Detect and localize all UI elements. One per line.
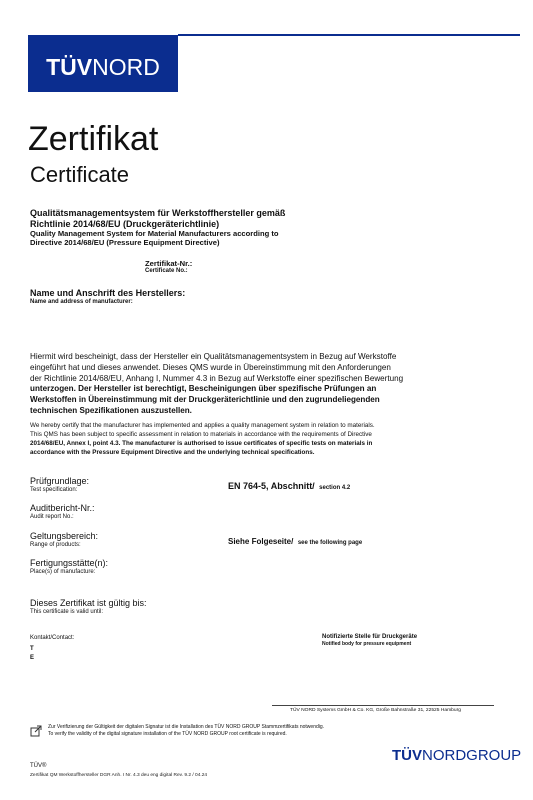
validity-de: Dieses Zertifikat ist gültig bis:	[30, 598, 147, 608]
tuv-nord-group-logo	[392, 747, 521, 764]
header-rule	[178, 34, 520, 36]
range-value	[228, 531, 362, 549]
certificate-number-label	[145, 259, 192, 275]
scope-de-line2: Richtlinie 2014/68/EU (Druckgeräterichtlinie)	[30, 218, 220, 229]
manufacturer-en: Name and address of manufacturer:	[30, 298, 133, 305]
test-spec-value-de: EN 764-5, Abschnitt/	[228, 481, 315, 491]
place-en: Place(s) of manufacture:	[30, 568, 96, 575]
contact-email-label: E	[30, 655, 35, 661]
verify-note-de: Zur Verifizierung der Gültigkeit der digitalen Signatur ist die Installation des TÜV NORD GROUP Stammzertifikats notwendig.	[48, 724, 325, 730]
verify-note-en: To verify the validity of the digital signature installation of the TÜV NORD GROUP root certificate is required.	[48, 731, 287, 737]
signature-rule	[272, 705, 494, 706]
contact-label: Kontakt/Contact:	[30, 635, 75, 641]
statement-en-line: 2014/68/EU, Annex I, point 4.3. The manufacturer is authorised to issue certificates of specific tests on materials in	[30, 440, 373, 447]
scope-en-line1: Quality Management System for Material Manufacturers according to	[30, 229, 279, 239]
statement-de-line: eingeführt hat und dieses anwendet. Dieses QMS wurde in Übereinstimmung mit den Anforderungen	[30, 362, 391, 372]
tuv-trademark: TÜV®	[30, 763, 47, 769]
validity-en: This certificate is valid until:	[30, 608, 104, 615]
external-link-icon	[30, 725, 42, 737]
audit-report-label	[30, 503, 95, 521]
cert-no-en: Certificate No.:	[145, 268, 188, 274]
range-de: Geltungsbereich:	[30, 531, 99, 541]
manufacturer-label	[30, 288, 185, 306]
statement-de-line: unterzogen. Der Hersteller ist berechtigt, Bescheinigungen über spezifische Prüfungen an	[30, 384, 377, 394]
manufacturer-de: Name und Anschrift des Herstellers:	[30, 288, 186, 298]
statement-de-line: Hiermit wird bescheinigt, dass der Hersteller ein Qualitätsmanagementsystem in Bezug auf Werkstoffe	[30, 352, 397, 361]
validity-label	[30, 598, 147, 616]
statement-german	[30, 352, 510, 417]
title-english: Certificate	[30, 162, 130, 187]
group-logo-bold: TÜV	[392, 747, 422, 764]
group-logo-light: NORDGROUP	[422, 747, 522, 764]
contact-block	[30, 635, 74, 662]
place-label	[30, 558, 108, 576]
test-spec-de: Prüfgrundlage:	[30, 476, 90, 486]
statement-de-line: Werkstoffen in Übereinstimmung mit der Druckgeräterichtlinie und den zugrundeliegenden	[30, 395, 380, 405]
tuv-nord-logo	[28, 35, 178, 92]
contact-phone-label: T	[30, 646, 34, 652]
cert-no-de: Zertifikat-Nr.:	[145, 259, 193, 268]
statement-en-line: We hereby certify that the manufacturer has implemented and applies a quality management system in relation to materials.	[30, 422, 375, 429]
notified-body-de: Notifizierte Stelle für Druckgeräte	[322, 634, 418, 640]
test-spec-en: Test specification:	[30, 486, 78, 493]
scope-block	[30, 208, 510, 247]
notified-body	[322, 634, 417, 647]
statement-de-line: technischen Spezifikationen auszustellen.	[30, 405, 192, 415]
logo-part-light: NORD	[92, 54, 160, 80]
range-label	[30, 531, 98, 549]
range-en: Range of products:	[30, 541, 81, 548]
issuer-address: TÜV NORD Systems GmbH & Co. KG, Große Bahnstraße 31, 22525 Hamburg	[290, 708, 461, 713]
verify-note	[48, 724, 324, 738]
statement-de-line: der Richtlinie 2014/68/EU, Anhang I, Nummer 4.3 in Bezug auf Werkstoffe einer spezifischen Bewertung	[30, 373, 404, 383]
place-de: Fertigungsstätte(n):	[30, 558, 109, 568]
statement-english	[30, 421, 510, 457]
scope-en-line2: Directive 2014/68/EU (Pressure Equipment Directive)	[30, 238, 220, 248]
form-reference: Zertifikat QM Werkstoffhersteller DGR Anh. I Nr. 4.3 deu eng digital Rev. 9.2 / 04.24	[30, 773, 208, 778]
test-spec-value	[228, 476, 350, 494]
test-spec-label	[30, 476, 89, 494]
statement-en-line: accordance with the Pressure Equipment Directive and the underlying technical specifications.	[30, 449, 315, 456]
title-german: Zertifikat	[28, 120, 159, 158]
notified-body-en: Notified body for pressure equipment	[322, 641, 412, 647]
scope-de-line1: Qualitätsmanagementsystem für Werkstoffhersteller gemäß	[30, 208, 286, 218]
logo-part-bold: TÜV	[46, 54, 93, 80]
range-value-de: Siehe Folgeseite/	[228, 537, 294, 546]
statement-en-line: This QMS has been subject to specific assessment in relation to materials in accordance with the requirements of Directive	[30, 431, 372, 438]
audit-report-en: Audit report No.:	[30, 513, 74, 520]
logo-text	[28, 54, 178, 81]
audit-report-de: Auditbericht-Nr.:	[30, 503, 95, 513]
test-spec-value-en: section 4.2	[319, 485, 351, 491]
range-value-en: see the following page	[297, 540, 363, 546]
